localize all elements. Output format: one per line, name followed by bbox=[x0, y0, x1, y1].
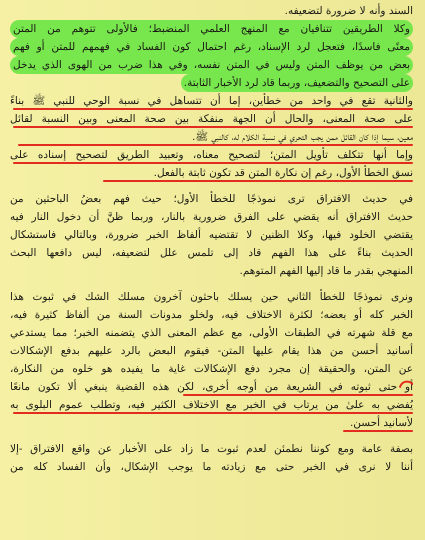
text-line-19: الخبر كله أو بعضه؛ لكثرة الاختلاف فيه، ولخلو مدونات السنة من ألفاظ كثيرة فيه، bbox=[10, 309, 413, 321]
text-line-10: نسق الخطأ الأول، رغم إن نكارة المتن قد تكون ثابتة بالفعل. bbox=[10, 164, 413, 182]
red-underline bbox=[343, 430, 413, 432]
text-line-22: عن المتن، والحقيقة إن مجرد دفع الإشكالات غاية ما يفيده هو خلوه من النكارة، bbox=[10, 363, 413, 375]
red-underline bbox=[103, 180, 413, 182]
highlighted-line-2: وكلا الطريقين تتنافيان مع المنهج العلمي المنضبط؛ فالأولى تتوهم من المتن bbox=[10, 20, 413, 38]
text-line-24: يُفضي به علىٰ من يرتاب في الخبر مع الاختلاف الكثير فيه، وتطلب عموم البلوى به bbox=[10, 396, 413, 414]
paragraph-gap bbox=[10, 182, 413, 190]
text-line-9: وإما أنها تتكلف تأويل المتن؛ لتصحيح معناه، وتعبيد الطريق لتصحيح إسناده على bbox=[10, 146, 413, 164]
text-line-15: الحديث بناءً على هذا الفهم قاد إلى تلمس علل لتضعيفه، ليس دافعها البحث bbox=[10, 247, 413, 259]
paragraph-gap bbox=[10, 280, 413, 288]
text-line-13: حديث الافتراق أنه يقضي على الفرق ضرورية بالنار، وربما ظنَّ أن دخول النار فيه bbox=[10, 211, 413, 223]
text-line-8: معين، سيما إذا كان القائل ممن يجب التحري في نسبة الكلام له، كالنبي ﷺ. bbox=[10, 128, 413, 146]
highlighted-line-4: بعض من يوظف المتن وليس في المتن نفسه، وفي هذا ضرب من الهوى الذي يدخل bbox=[10, 56, 413, 74]
text-line-1: السند وأنه لا ضرورة لتضعيفه. bbox=[284, 5, 413, 17]
text-line-23: أو حتى ثبوته في الشريعة من أوجه أخرى، لكن هذه القضية ينبغي ألا تكون مانعًا bbox=[10, 378, 413, 396]
highlighted-line-5: على التصحيح والتضعيف، وربما قاد لرد الأخبار الثابتة. bbox=[10, 74, 413, 92]
text-line-20: مع قلة شهرته في الطبقات الأولى، مع عظم المعنى الذي يتضمنه الخبر؛ مما يستدعي bbox=[10, 327, 413, 339]
text-line-16: المنهجي بقدر ما قاد إليها الفهم المتوهم. bbox=[239, 265, 413, 277]
text-line-7: على صحة المعنى، والحال أن الجهة منفكة بين صحة المعنى وبين النسبة لقائل bbox=[10, 110, 413, 128]
highlighted-line-3: معنًى فاسدًا، فتعجل لرد الإسناد، رغم احتمال كون الفساد في فهمهم للمتن أو فهم bbox=[10, 38, 413, 56]
text-line-14: يقتضي الخلود فيها، وكلا الظنين لا تقتضيه ألفاظ الخبر ضرورة، وبالتالي فاستشكال bbox=[10, 229, 413, 241]
text-line-27: بصفة عامة ومع كوننا نطمئن لعدم ثبوت ما زاد على الأخبار عن واقع الافتراق -إلا bbox=[10, 443, 413, 455]
text-line-18: ونرى نموذجًا للخطأ الثاني حين يسلك باحثون آخرون مسلك الشك في ثبوت هذا bbox=[10, 291, 413, 303]
text-line-25: لأسانيد أحسن. bbox=[10, 414, 413, 432]
paragraph-gap bbox=[10, 432, 413, 440]
text-line-12: في حديث الافتراق ترى نموذجًا للخطأ الأول؛ حيث فهم بعضُ الباحثين من bbox=[10, 193, 413, 205]
text-line-6: والثانية تقع في واحد من خطأين، إما أن تتساهل في نسبة الوحي للنبي ﷺ بناءً bbox=[10, 92, 413, 110]
text-line-28: أننا لا نرى في الخبر حتى مع زيادته ما يوجب الإشكال، وأن الفساد كله من bbox=[10, 461, 413, 473]
text-line-21: أسانيد أحسن من هذا يقام عليها المتن- فيقوم البعض بالرد عليهم بدفع الإشكالات bbox=[10, 345, 413, 357]
